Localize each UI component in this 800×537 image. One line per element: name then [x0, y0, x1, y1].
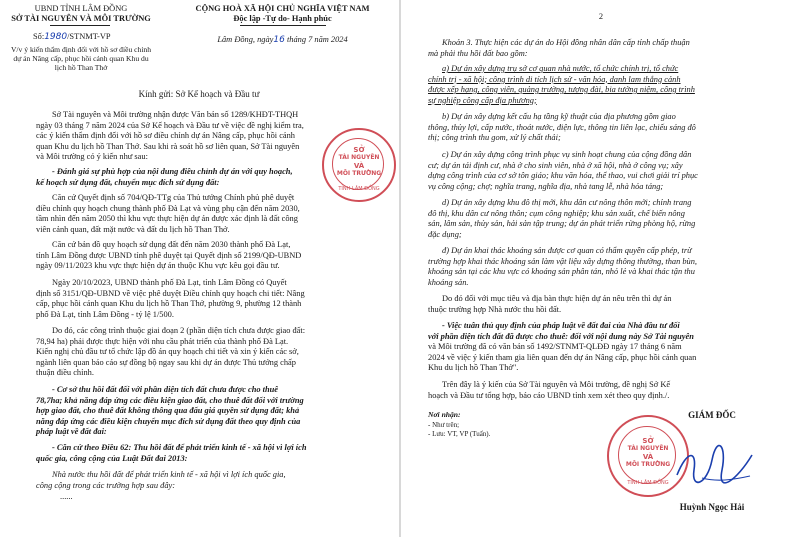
para-2199: ngày 09/11/2023 khu vực thực hiện dự án thuộc Khu vực kêu gọi đầu tư. — [36, 261, 280, 270]
para-3151: Ngày 20/10/2023, UBND thành phố Đà Lạt, tỉnh Lâm Đồng có Quyết — [52, 278, 287, 287]
stamp-line: SỞ — [642, 437, 654, 445]
heading-2: - Cơ sở thu hồi đất đối với phần diện tích đất chưa được cho thuê — [52, 385, 279, 394]
signer-name: Huỳnh Ngọc Hải — [679, 502, 745, 512]
para-conclude: thuộc trường hợp Nhà nước thu hồi đất. — [428, 304, 562, 314]
item-c: dựng công trình của cơ sở tôn giáo; khu văn hóa, thể thao, vui chơi giải trí phục — [428, 171, 698, 180]
document-page-1 — [0, 0, 398, 537]
intro-line: và Môi trường có ý kiến như sau: — [36, 152, 148, 161]
heading-2: năng đáp ứng các điều kiện chuyển mục đích sử dụng đất theo quy định của — [36, 416, 301, 426]
recipient: Kính gửi: Sở Kế hoạch và Đầu tư — [138, 89, 260, 99]
heading-2: hợp giao đất, cho thuê đất không thông qua đấu giá quyền sử dụng đất; khả — [36, 406, 300, 415]
recipient-item: - Như trên; — [428, 421, 460, 429]
heading-2: pháp luật về đất đai: — [36, 427, 107, 436]
para-phase2: Do đó, các công trình thuộc giai đoạn 2 (phần diện tích chưa được giao đất: — [52, 326, 306, 335]
signer-title: GIÁM ĐỐC — [688, 410, 736, 420]
heading-1: kế hoạch sử dụng đất, chuyển mục đích sử dụng đất: — [36, 177, 220, 187]
intro-line: ngày 03 tháng 7 năm 2024 của Sở Kế hoạch và Đầu tư về việc đề nghị kiểm tra, — [36, 120, 304, 130]
heading-3-text: với phần diện tích đất đã được cho thuê: đối với nội dung này Sở Tài nguyên — [428, 331, 694, 341]
heading-1: - Đánh giá sự phù hợp của nội dung điều chỉnh dự án với quy hoạch, — [52, 167, 293, 176]
item-a: sự nghiệp công cấp địa phương; — [428, 95, 537, 105]
para-3151: phố Đà Lạt, tỉnh Lâm Đồng - tỷ lệ 1/500. — [36, 309, 174, 319]
heading-3: 2024 về việc ý kiến tham gia liên quan đến dự án Nâng cấp, phục hồi cảnh quan — [428, 352, 697, 362]
para-conclude: Do đó đối với mục tiêu và địa bàn thực hiện dự án nêu trên thì dự án — [442, 294, 672, 303]
article-62: - Căn cứ theo Điều 62: Thu hồi đất để phát triển kinh tế - xã hội vì lợi ích — [52, 443, 307, 452]
stamp-line: VÀ — [642, 453, 654, 461]
item-a: được xếp hạng, công viên, quảng trường, tượng đài, bia tưởng niệm, công trình — [428, 85, 695, 94]
stamp-ring-text: TỈNH LÂM ĐỒNG — [338, 186, 380, 192]
heading-3: Khu du lịch hồ Than Thở". — [428, 363, 519, 372]
recipient-item: - Lưu: VT, VP (Tuấn). — [428, 430, 491, 438]
date-handwritten: 16 — [273, 35, 285, 45]
item-dd: trường hợp khai thác khoáng sản làm vật liệu xây dựng thông thường, than bùn, — [428, 256, 698, 266]
doc-number-prefix: Số: — [33, 32, 45, 41]
item-dd: khoáng sản. — [428, 277, 469, 287]
clause-3: mà phải thu hồi đất bao gồm: — [428, 48, 528, 58]
agency-underline — [50, 25, 110, 26]
recipients-label: Nơi nhận: — [428, 410, 461, 419]
para-704: Căn cứ Quyết định số 704/QĐ-TTg của Thủ tướng Chính phủ phê duyệt — [52, 193, 295, 202]
document-page-2 — [402, 0, 800, 537]
item-a: chính trị - xã hội; công trình di tích lịch sử - văn hóa, danh lam thắng cảnh — [428, 74, 681, 84]
para-704: viên cảnh quan, đất mặt nước và đất du lịch hồ Than Thở. — [36, 224, 230, 234]
doc-number-suffix: /STNMT-VP — [67, 32, 111, 41]
item-d: d) Dự án xây dựng khu đô thị mới, khu dân cư nông thôn mới; chỉnh trang — [442, 198, 692, 207]
heading-3: - Việc tuân thủ quy định của pháp luật về đất đai của Nhà đầu tư đối — [442, 321, 680, 330]
subject-line-1: V/v ý kiến thẩm định đối với hồ sơ điều chỉnh — [10, 45, 152, 54]
stamp-line: MÔI TRƯỜNG — [336, 170, 382, 177]
para-final: hoạch và Đầu tư tổng hợp, báo cáo UBND tỉnh xem xét theo quy định./. — [428, 390, 670, 400]
para-3151: cấp, phục hồi cảnh quan Khu du lịch hồ Than Thở, phường 9, phường 12 thành — [36, 299, 302, 308]
stamp-line: TÀI NGUYÊN — [338, 154, 380, 161]
para-704: tầm nhìn đến năm 2050 thì khu vực thực hiện dự án được xác định là đất công — [36, 214, 298, 223]
ellipsis: ...... — [60, 492, 73, 501]
quote-line: Nhà nước thu hồi đất để phát triển kinh tế - xã hội vì lợi ích quốc gia, — [52, 470, 286, 479]
item-b: thị; công trình thu gom, xử lý chất thải; — [428, 133, 561, 142]
subject-line-3: lịch hồ Than Thở — [54, 63, 108, 72]
item-d: sản, lâm sản, thủy sản, hải sản tập trung; dự án phát triển rừng phòng hộ, rừng — [428, 219, 696, 228]
issue-date — [170, 35, 395, 46]
subject-line-2: dự án Nâng cấp, phục hồi cảnh quan Khu du — [13, 54, 149, 63]
item-d: đô thị, khu dân cư nông thôn; cụm công nghiệp; khu sản xuất, chế biến nông — [428, 208, 685, 218]
item-d: đặc dụng; — [428, 229, 462, 239]
motto-underline — [240, 25, 326, 26]
stamp-line: SỞ — [353, 146, 365, 154]
item-dd: khoáng sản tại các khu vực có khoáng sản phân tán, nhỏ lẻ và khai thác tận thu — [428, 267, 695, 276]
official-stamp — [322, 128, 396, 202]
agency-parent: UBND TỈNH LÂM ĐỒNG — [34, 4, 128, 13]
motto: Độc lập -Tự do- Hạnh phúc — [233, 14, 332, 23]
item-a: a) Dự án xây dựng trụ sở cơ quan nhà nước, tổ chức chính trị, tổ chức — [442, 64, 679, 73]
intro-line: quan Khu du lịch hồ Than Thở. Sau khi rà soát hồ sơ liên quan, Sở Tài nguyên — [36, 141, 300, 151]
signature-underline — [702, 476, 750, 480]
para-phase2: thuận điều chỉnh. — [36, 368, 94, 377]
item-b: thông, thủy lợi, cấp nước, thoát nước, điện lực, thông tin liên lạc, chiếu sáng đô — [428, 122, 696, 132]
intro-line: các ý kiến thẩm định đối với hồ sơ điều chỉnh dự án Nâng cấp, phục hồi cảnh — [36, 131, 295, 140]
doc-number-handwritten: 1980 — [44, 32, 68, 42]
article-62: quốc gia, công cộng của Luật Đất đai 2013: — [36, 453, 188, 463]
stamp-line: TÀI NGUYÊN — [627, 445, 669, 452]
item-c: vụ công cộng; chợ; nghĩa trang, nghĩa địa, nhà tang lễ, nhà hỏa táng; — [428, 181, 664, 191]
quote-line: công cộng trong các trường hợp sau đây: — [36, 480, 176, 490]
para-phase2: Kiến nghị chủ đầu tư tổ chức lập đồ án quy hoạch chi tiết và xin ý kiến các sở, — [36, 347, 299, 356]
signature-stroke — [677, 446, 752, 483]
para-2199: tỉnh Lâm Đồng được UBND tỉnh phê duyệt tại Quyết định số 2199/QĐ-UBND — [36, 250, 302, 260]
agency-name: SỞ TÀI NGUYÊN VÀ MÔI TRƯỜNG — [11, 14, 151, 23]
handwritten-signature — [672, 440, 762, 490]
date-prefix: Lâm Đồng, ngày — [217, 35, 274, 44]
para-final: Trên đây là ý kiến của Sở Tài nguyên và Môi trường, đề nghị Sở Kế — [442, 380, 671, 389]
item-dd: đ) Dự án khai thác khoáng sản được cơ quan có thẩm quyền cấp phép, trừ — [442, 246, 692, 255]
item-b: b) Dự án xây dựng kết cấu hạ tầng kỹ thuật của địa phương gồm giao — [442, 112, 676, 121]
doc-number — [33, 32, 111, 43]
clause-3: Khoản 3. Thực hiện các dự án do Hội đồng nhân dân cấp tỉnh chấp thuận — [442, 38, 690, 47]
stamp-line: VÀ — [353, 162, 365, 170]
heading-3: và Môi trường đã có văn bản số 1492/STNMT-QLĐĐ ngày 17 tháng 6 năm — [428, 342, 682, 351]
page-number: 2 — [598, 12, 604, 21]
intro-line: Sở Tài nguyên và Môi trường nhận được Văn bản số 1289/KHĐT-THQH — [52, 110, 299, 119]
heading-2: 78,7ha; khả năng đáp ứng các điều kiện giao đất, cho thuê đất đối với trường — [36, 395, 304, 405]
para-3151: định số 3151/QĐ-UBND về việc phê duyệt Điều chỉnh quy hoạch chi tiết: Nâng — [36, 288, 305, 298]
item-c: c) Dự án xây dựng công trình phục vụ sinh hoạt chung của cộng đồng dân — [442, 150, 692, 159]
national-title: CỘNG HOÀ XÃ HỘI CHỦ NGHĨA VIỆT NAM — [195, 4, 370, 13]
heading-3 — [428, 332, 694, 343]
item-c: cư; dự án tái định cư, nhà ở cho sinh viên, nhà ở xã hội, nhà ở công vụ; xây — [428, 160, 683, 170]
para-phase2: 78,94 ha) phải được thực hiện với nhu cầu phát triển của thành phố Đà Lạt. — [36, 336, 289, 346]
stamp-line: MÔI TRƯỜNG — [625, 461, 671, 468]
stamp-ring-text: TỈNH LÂM ĐỒNG — [627, 480, 669, 486]
page-divider — [399, 0, 401, 537]
para-704: điều chỉnh quy hoạch chung thành phố Đà Lạt và vùng phụ cận đến năm 2030, — [36, 203, 300, 213]
date-suffix: tháng 7 năm 2024 — [286, 35, 348, 44]
para-phase2: ngành liên quan báo cáo sự đồng bộ ngay sau khi dự án được Thủ tướng chấp — [36, 357, 296, 367]
para-2199: Căn cứ bản đồ quy hoạch sử dụng đất đến năm 2030 thành phố Đà Lạt, — [52, 240, 291, 249]
